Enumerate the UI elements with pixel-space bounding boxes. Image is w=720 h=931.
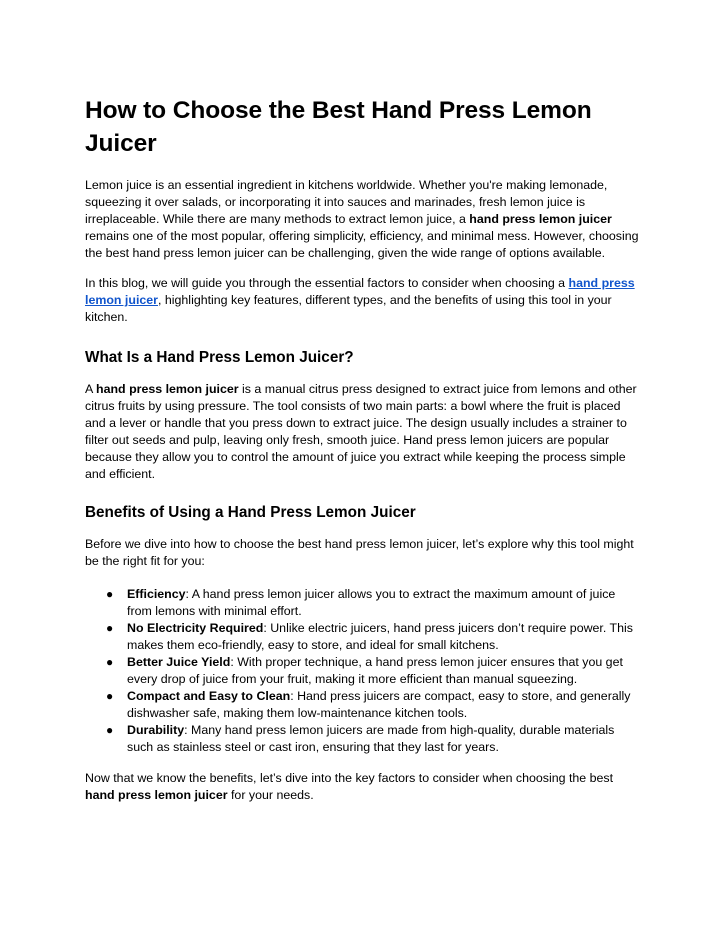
benefit-text: : Many hand press lemon juicers are made from high-quality, durable materials such as stainless steel or cast iron, ensuring that they last for years.: [127, 723, 615, 754]
what-is-bold-keyword: hand press lemon juicer: [96, 382, 239, 396]
section-heading-what-is: What Is a Hand Press Lemon Juicer?: [85, 349, 354, 366]
benefit-text: : A hand press lemon juicer allows you to extract the maximum amount of juice from lemons with minimal effort.: [127, 587, 616, 618]
list-item: [106, 620, 640, 654]
blog-text-start: In this blog, we will guide you through the essential factors to consider when choosing a: [85, 276, 569, 290]
list-item: [106, 586, 640, 620]
bullet-icon: ●: [106, 621, 114, 635]
benefit-text: : With proper technique, a hand press lemon juicer ensures that you get every drop of juice from your fruit, making it more efficient than manual squeezing.: [127, 655, 623, 686]
closing-text-end: for your needs.: [227, 788, 314, 802]
benefit-text: : Unlike electric juicers, hand press juicers don’t require power. This makes them eco-friendly, easy to store, and ideal for small kitchens.: [127, 621, 633, 652]
benefit-term: Durability: [127, 723, 185, 737]
intro-text-end: remains one of the most popular, offering simplicity, efficiency, and minimal mess. However, choosing the best hand press lemon juicer can be challenging, given the wide range of options available.: [85, 229, 639, 260]
what-is-paragraph: [85, 381, 640, 483]
benefit-term: Compact and Easy to Clean: [127, 689, 291, 703]
benefit-term: Efficiency: [127, 587, 186, 601]
bullet-icon: ●: [106, 655, 114, 669]
benefit-text: : Hand press juicers are compact, easy to store, and generally dishwasher safe, making them low-maintenance kitchen tools.: [127, 689, 631, 720]
blog-paragraph: [85, 275, 640, 326]
list-item: [106, 722, 640, 756]
blog-text-end: , highlighting key features, different types, and the benefits of using this tool in your kitchen.: [85, 293, 612, 324]
bullet-icon: ●: [106, 587, 114, 601]
benefit-term: Better Juice Yield: [127, 655, 231, 669]
closing-bold-keyword: hand press lemon juicer: [85, 788, 228, 802]
article-title: How to Choose the Best Hand Press Lemon Juicer: [85, 97, 592, 157]
benefit-term: No Electricity Required: [127, 621, 264, 635]
section-heading-benefits: Benefits of Using a Hand Press Lemon Juicer: [85, 504, 416, 521]
bullet-icon: ●: [106, 723, 114, 737]
list-item: [106, 688, 640, 722]
what-is-text-start: A: [85, 382, 97, 396]
list-item: [106, 654, 640, 688]
benefits-lead-paragraph: Before we dive into how to choose the best hand press lemon juicer, let’s explore why this tool might be the right fit for you:: [85, 537, 634, 568]
intro-text-start: Lemon juice is an essential ingredient in kitchens worldwide. Whether you're making lemonade, squeezing it over salads, or incorporating it into sauces and marinades, fresh lemon juice is irreplaceable. While there are many methods to extract lemon juice, a: [85, 178, 608, 226]
closing-paragraph: [85, 770, 640, 804]
intro-paragraph: [85, 177, 640, 262]
intro-bold-keyword: hand press lemon juicer: [469, 212, 612, 226]
hand-press-lemon-juicer-link[interactable]: hand press lemon juicer: [85, 276, 635, 307]
closing-text-start: Now that we know the benefits, let’s dive into the key factors to consider when choosing the best: [85, 771, 614, 785]
what-is-text-end: is a manual citrus press designed to extract juice from lemons and other citrus fruits by using pressure. The tool consists of two main parts: a bowl where the fruit is placed and a lever or handle that you press down to extract juice. The design usually includes a strainer to filter out seeds and pulp, leaving only fresh, smooth juice. Hand press lemon juicers are popular because they allow you to control the amount of juice you extract while keeping the process simple and efficient.: [85, 382, 637, 481]
bullet-icon: ●: [106, 689, 114, 703]
benefits-list: [85, 586, 640, 756]
